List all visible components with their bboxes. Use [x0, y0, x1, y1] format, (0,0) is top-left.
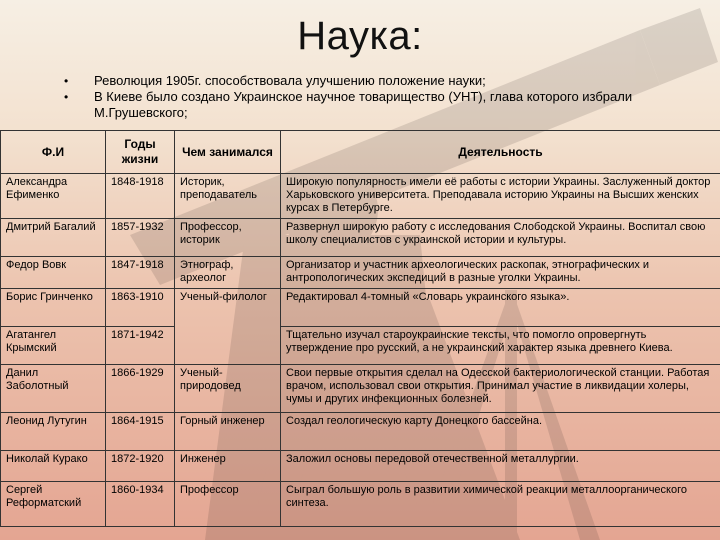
cell-activity: Свои первые открытия сделал на Одесской бактериологической станции. Работая врачом, использовал свои открытия. Принимал участие в ликвидации холеры, чумы и других инфекционных болезней.	[281, 365, 720, 413]
table-row	[1, 365, 720, 413]
cell-years: 1848-1918	[106, 174, 175, 219]
table-header-row	[1, 131, 720, 174]
cell-activity: Развернул широкую работу с исследования Слободской Украины. Воспитал свою школу специалистов с украинской истории и культуры.	[281, 219, 720, 257]
cell-years: 1872-1920	[106, 451, 175, 482]
cell-occupation: Профессор	[175, 482, 281, 527]
cell-activity: Тщательно изучал староукраинские тексты, что помогло опровергнуть утверждение про русский, а не украинский характер языка древнего Киева.	[281, 327, 720, 365]
cell-name: Александра Ефименко	[1, 174, 106, 219]
header-activity: Деятельность	[281, 131, 720, 174]
slide-title: Наука:	[297, 14, 423, 58]
cell-activity: Сыграл большую роль в развитии химической реакции металлоорганического синтеза.	[281, 482, 720, 527]
cell-name: Леонид Лутугин	[1, 413, 106, 451]
cell-activity: Широкую популярность имели её работы с истории Украины. Заслуженный доктор Харьковского университета. Преподавала историю Украины на Высших женских курсах в Петербурге.	[281, 174, 720, 219]
table-row	[1, 219, 720, 257]
cell-years: 1864-1915	[106, 413, 175, 451]
cell-occupation: Историк, преподаватель	[175, 174, 281, 219]
cell-name: Николай Курако	[1, 451, 106, 482]
cell-occupation: Горный инженер	[175, 413, 281, 451]
bullet-item: • Революция 1905г. способствовала улучшению положение науки;	[64, 73, 704, 89]
cell-years: 1863-1910	[106, 289, 175, 327]
header-name: Ф.И	[1, 131, 106, 174]
cell-occupation: Профессор, историк	[175, 219, 281, 257]
cell-years: 1847-1918	[106, 257, 175, 289]
cell-years: 1860-1934	[106, 482, 175, 527]
bullet-item: • В Киеве было создано Украинское научное товарищество (УНТ), глава которого избрали М.Грушевского;	[64, 89, 704, 121]
cell-activity: Редактировал 4-томный «Словарь украинского языка».	[281, 289, 720, 327]
cell-name: Борис Гринченко	[1, 289, 106, 327]
cell-name: Федор Вовк	[1, 257, 106, 289]
cell-years: 1866-1929	[106, 365, 175, 413]
cell-occupation: Ученый-природовед	[175, 365, 281, 413]
table-row	[1, 257, 720, 289]
cell-occupation: Ученый-филолог	[175, 289, 281, 365]
table-row	[1, 413, 720, 451]
cell-activity: Организатор и участник археологических раскопак, этнографических и антропологических экспедиций в разные уголки Украины.	[281, 257, 720, 289]
cell-name: Агатангел Крымский	[1, 327, 106, 365]
table-row	[1, 482, 720, 527]
scientists-table	[0, 130, 720, 527]
cell-occupation: Инженер	[175, 451, 281, 482]
cell-name: Дмитрий Багалий	[1, 219, 106, 257]
table-row	[1, 289, 720, 327]
header-occupation: Чем занимался	[175, 131, 281, 174]
cell-years: 1871-1942	[106, 327, 175, 365]
cell-name: Сергей Реформатский	[1, 482, 106, 527]
cell-activity: Создал геологическую карту Донецкого бассейна.	[281, 413, 720, 451]
table-row	[1, 451, 720, 482]
table-row	[1, 174, 720, 219]
cell-activity: Заложил основы передовой отечественной металлургии.	[281, 451, 720, 482]
cell-name: Данил Заболотный	[1, 365, 106, 413]
cell-occupation: Этнограф, археолог	[175, 257, 281, 289]
cell-years: 1857-1932	[106, 219, 175, 257]
bullet-list	[64, 73, 704, 121]
table-row	[1, 327, 720, 365]
header-years: Годы жизни	[106, 131, 175, 174]
